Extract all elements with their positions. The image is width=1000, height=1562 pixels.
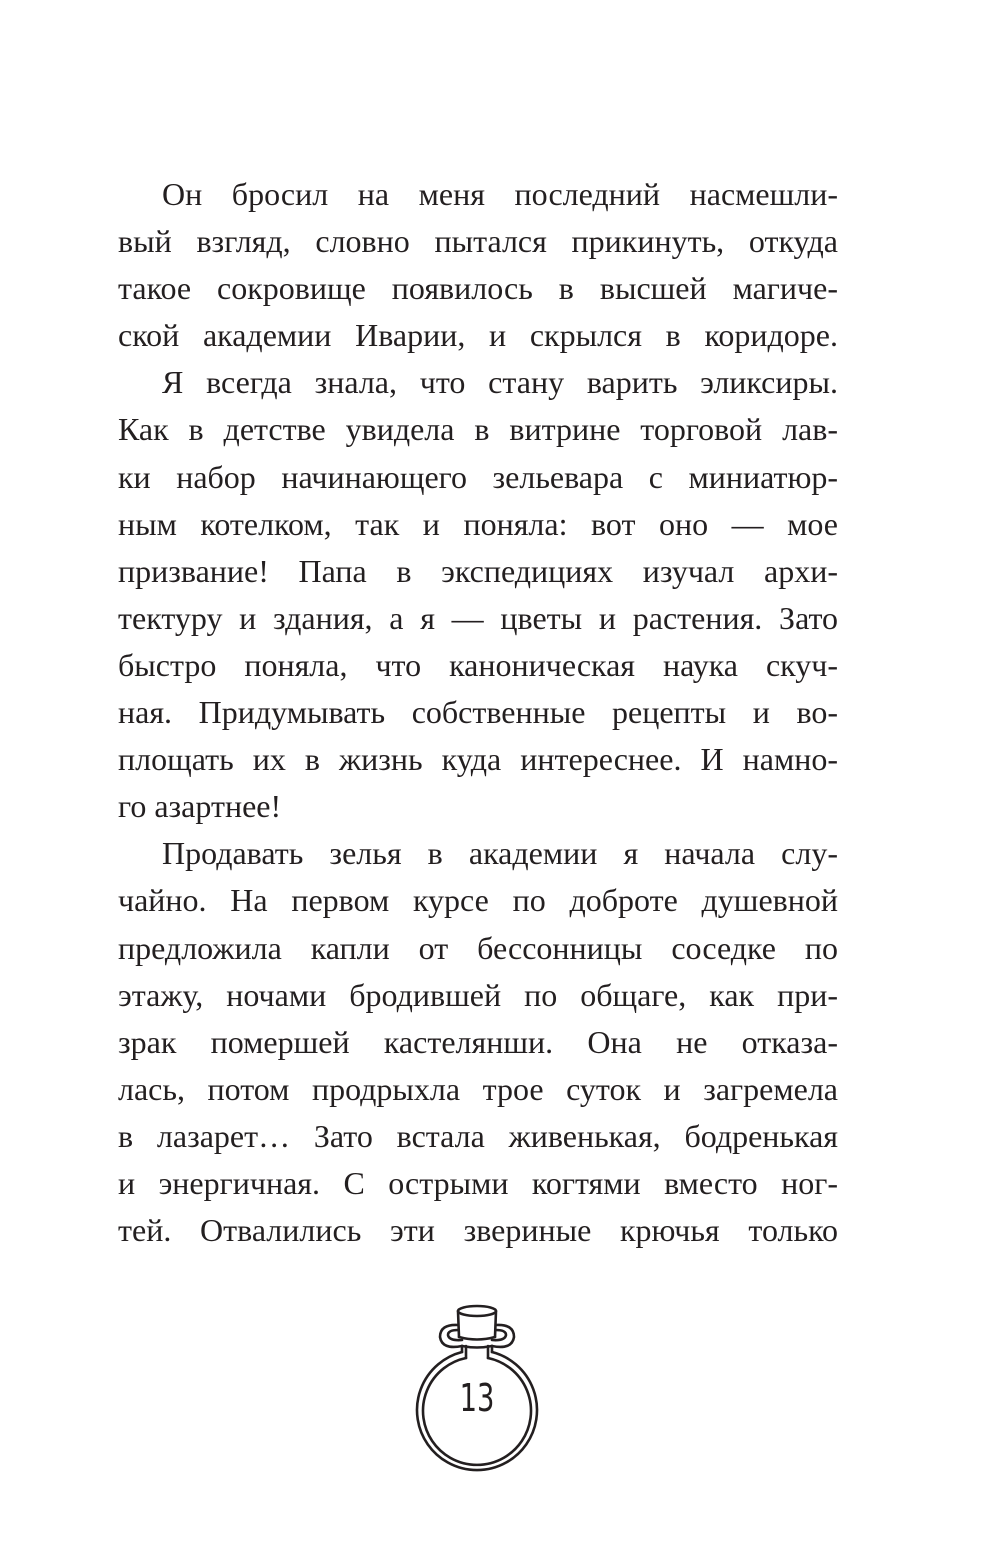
text-line: Я всегда знала, что стану варить эликсиры. bbox=[162, 364, 838, 401]
text-line: быстро поняла, что каноническая наука скуч- bbox=[118, 646, 838, 683]
text-line: лась, потом продрыхла трое суток и загремела bbox=[118, 1070, 838, 1107]
text-line: в лазарет… Зато встала живенькая, бодренькая bbox=[118, 1117, 838, 1154]
text-line: Как в детстве увидела в витрине торговой лав- bbox=[118, 411, 838, 448]
text-line: предложила капли от бессонницы соседке по bbox=[118, 929, 838, 966]
text-line: тектуру и здания, а я — цветы и растения. Зато bbox=[118, 599, 838, 636]
text-line: го азартнее! bbox=[118, 788, 282, 825]
text-line: Продавать зелья в академии я начала слу- bbox=[162, 835, 838, 872]
text-line: зрак помершей кастелянши. Она не отказа- bbox=[118, 1023, 838, 1060]
text-line: призвание! Папа в экспедициях изучал архи- bbox=[118, 552, 838, 589]
text-line: вый взгляд, словно пытался прикинуть, откуда bbox=[118, 223, 838, 260]
paragraph bbox=[118, 359, 838, 830]
body-text bbox=[118, 171, 838, 1254]
text-line: чайно. На первом курсе по доброте душевной bbox=[118, 882, 838, 919]
paragraph bbox=[118, 830, 838, 1254]
text-line: ная. Придумывать собственные рецепты и во- bbox=[118, 694, 838, 731]
text-line: площать их в жизнь куда интереснее. И намно- bbox=[118, 741, 838, 778]
text-line: тей. Отвалились эти звериные крючья только bbox=[118, 1212, 838, 1249]
text-line: ской академии Иварии, и скрылся в коридоре. bbox=[118, 317, 838, 354]
paragraph bbox=[118, 171, 838, 359]
page-number: 13 bbox=[459, 1376, 495, 1420]
text-line: ным котелком, так и поняла: вот оно — мое bbox=[118, 505, 838, 542]
text-line: ки набор начинающего зельевара с миниатюр- bbox=[118, 458, 838, 495]
text-line: такое сокровище появилось в высшей магиче- bbox=[118, 270, 838, 307]
text-line: этажу, ночами бродившей по общаге, как при- bbox=[118, 976, 838, 1013]
text-line: и энергичная. С острыми когтями вместо ног- bbox=[118, 1164, 838, 1201]
text-line: Он бросил на меня последний насмешли- bbox=[162, 176, 838, 212]
